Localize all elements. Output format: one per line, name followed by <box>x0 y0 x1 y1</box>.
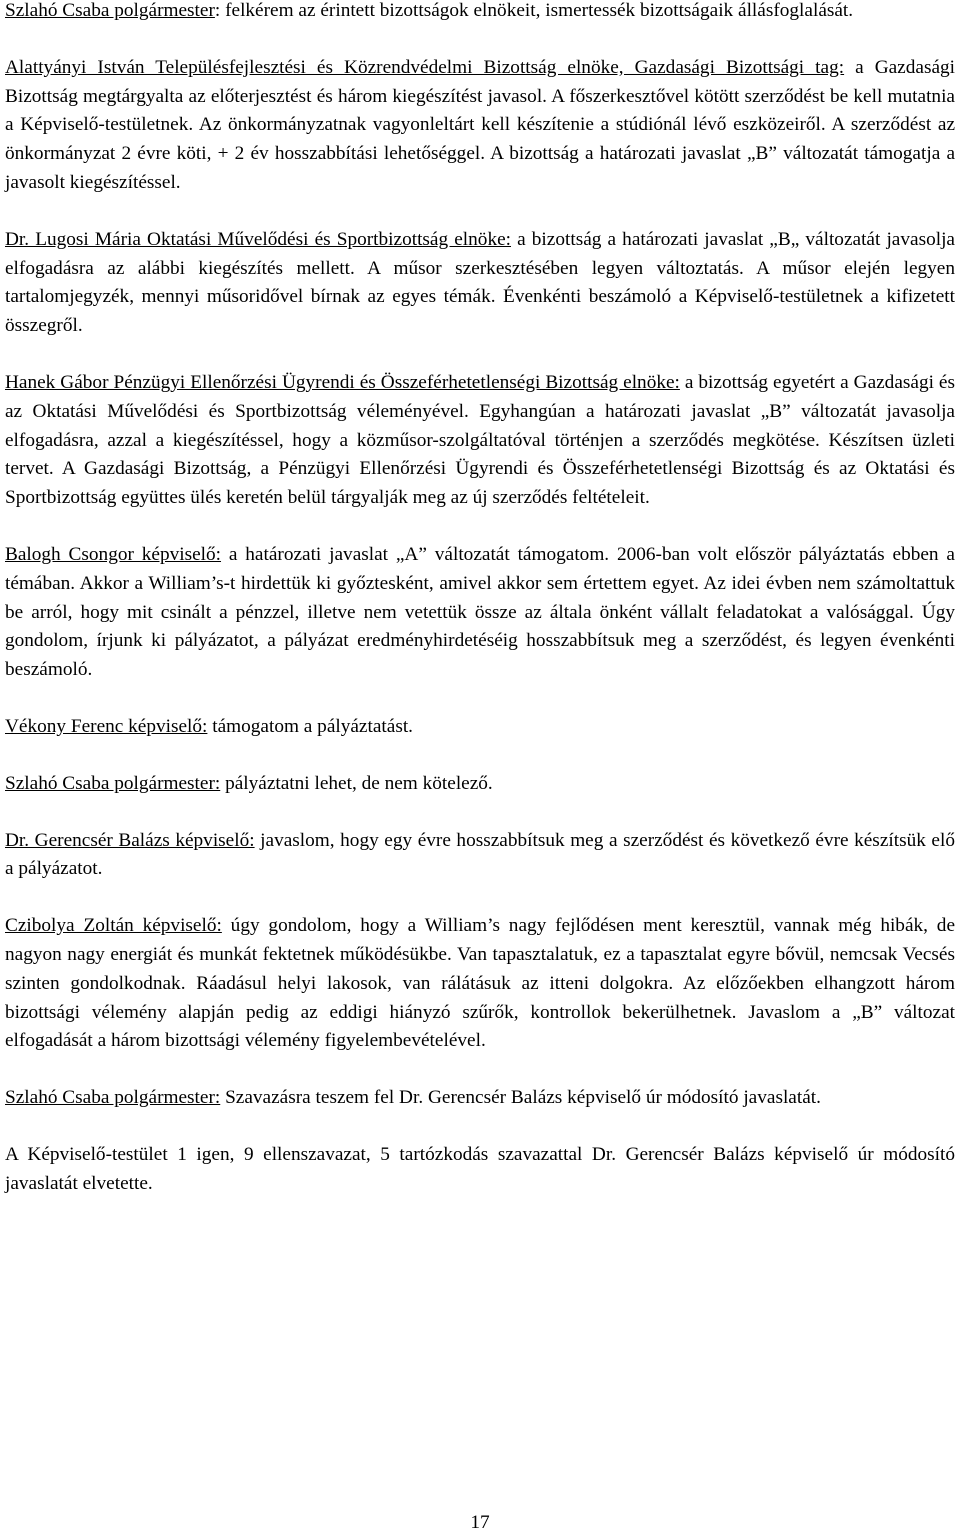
paragraph-text: a bizottság a határozati javaslat „B„ változatát javasolja elfogadásra az alábbi kiegészítés mellett. A műsor szerkesztésében legyen változtatás. A műsor elején legyen tartalomjegyzék, mennyi műsoridővel bírnak az egyes témák. Évenkénti beszámoló a Képviselő-testületnek a kifizetett összegről. <box>5 228 955 337</box>
minutes-paragraph-vote-result <box>5 1141 955 1199</box>
paragraph-text: a Gazdasági Bizottság megtárgyalta az előterjesztést és három kiegészítést javasol. A főszerkesztővel kötött szerződést be kell mutatnia a Képviselő-testületnek. Az önkormányzatnak vagyonleltárt kell készítenie a stúdiónál lévő eszközeiről. A szerződést az önkormányzat 2 évre köti, + 2 év hosszabbítási lehetőséggel. A bizottság a határozati javaslat „B” változatát támogatja a javasolt kiegészítéssel. <box>5 56 956 193</box>
speaker-name: Dr. Gerencsér Balázs képviselő: <box>5 829 255 851</box>
document-page <box>5 0 955 1227</box>
minutes-paragraph-hanek <box>5 369 955 513</box>
speaker-name: Szlahó Csaba polgármester <box>5 0 215 21</box>
minutes-paragraph-alattyanyi <box>5 54 955 198</box>
minutes-paragraph-balogh <box>5 541 955 685</box>
page-number: 17 <box>470 1512 490 1533</box>
paragraph-text: Szavazásra teszem fel Dr. Gerencsér Balázs képviselő úr módosító javaslatát. <box>220 1087 821 1109</box>
paragraph-text: pályáztatni lehet, de nem kötelező. <box>220 772 493 794</box>
minutes-paragraph-mayor-tender <box>5 770 955 799</box>
minutes-paragraph-czibolya <box>5 912 955 1056</box>
speaker-name: Szlahó Csaba polgármester: <box>5 1087 221 1109</box>
paragraph-text: javaslom, hogy egy évre hosszabbítsuk meg a szerződést és következő évre készítsük elő a pályázatot. <box>5 829 955 880</box>
minutes-paragraph-vekony <box>5 713 955 742</box>
speaker-colon: : <box>214 0 221 21</box>
paragraph-text: úgy gondolom, hogy a William’s nagy fejlődésen ment keresztül, vannak még hibák, de nagyon nagy energiát és munkát fektetnek működésükbe. Van tapasztalatuk, ez a tapasztalat egyre bővül, nemcsak Vecsés szinten gondolkodnak. Ráadásul helyi lakosok, van rálátásuk az itteni dolgokra. Az előzőekben elhangzott három bizottsági vélemény alapján pedig az eddigi hiányzó szűrők, kontrollok bekerülhetnek. Javaslom a „B” változat elfogadását a három bizottsági vélemény figyelembevételével. <box>5 915 955 1052</box>
paragraph-text: A Képviselő-testület 1 igen, 9 ellenszavazat, 5 tartózkodás szavazattal Dr. Gerencsér Balázs képviselő úr módosító javaslatát elvetette. <box>5 1143 955 1194</box>
speaker-name: Balogh Csongor képviselő: <box>5 543 222 565</box>
minutes-paragraph-mayor-request <box>5 0 955 26</box>
speaker-name: Czibolya Zoltán képviselő: <box>5 915 222 937</box>
speaker-name: Vékony Ferenc képviselő: <box>5 715 208 737</box>
minutes-paragraph-gerencser <box>5 827 955 885</box>
paragraph-text: a határozati javaslat „A” változatát támogatom. 2006-ban volt először pályáztatás ebben a témában. Akkor a William’s-t hirdettük ki győztesként, amivel akkor sem értettem egyet. Az idei évben nem számoltattuk be arról, hogy mit csinált a pénzzel, illetve nem vetettük össze az általa önként vállalt feladatokat a valósággal. Úgy gondolom, írjunk ki pályázatot, a pályázat eredményhirdetéséig hosszabbítsuk meg a szerződést, és legyen évenkénti beszámoló. <box>5 543 955 681</box>
speaker-name: Szlahó Csaba polgármester: <box>5 772 221 794</box>
speaker-name: Hanek Gábor Pénzügyi Ellenőrzési Ügyrendi és Összeférhetetlenségi Bizottság elnöke: <box>5 371 680 393</box>
speaker-name: Dr. Lugosi Mária Oktatási Művelődési és Sportbizottság elnöke: <box>5 228 511 250</box>
paragraph-text: felkérem az érintett bizottságok elnökeit, ismertessék bizottságaik állásfoglalását. <box>220 0 854 21</box>
speaker-name: Alattyányi István Településfejlesztési és Közrendvédelmi Bizottság elnöke, Gazdasági Bizottsági tag: <box>5 56 845 78</box>
paragraph-text: támogatom a pályáztatást. <box>207 715 413 737</box>
minutes-paragraph-mayor-vote <box>5 1084 955 1113</box>
paragraph-text: a bizottság egyetért a Gazdasági és az Oktatási Művelődési és Sportbizottság véleményével. Egyhangúan a határozati javaslat „B” változatát javasolja elfogadásra, azzal a kiegészítéssel, hogy a közműsor-szolgáltatóval történjen a szerződés megkötése. Készítsen üzleti tervet. A Gazdasági Bizottság, a Pénzügyi Ellenőrzési Ügyrendi és Összeférhetetlenségi Bizottság és az Oktatási és Sportbizottság együttes ülés keretén belül tárgyalják meg az új szerződés feltételeit. <box>5 371 955 509</box>
minutes-paragraph-lugosi <box>5 226 955 341</box>
